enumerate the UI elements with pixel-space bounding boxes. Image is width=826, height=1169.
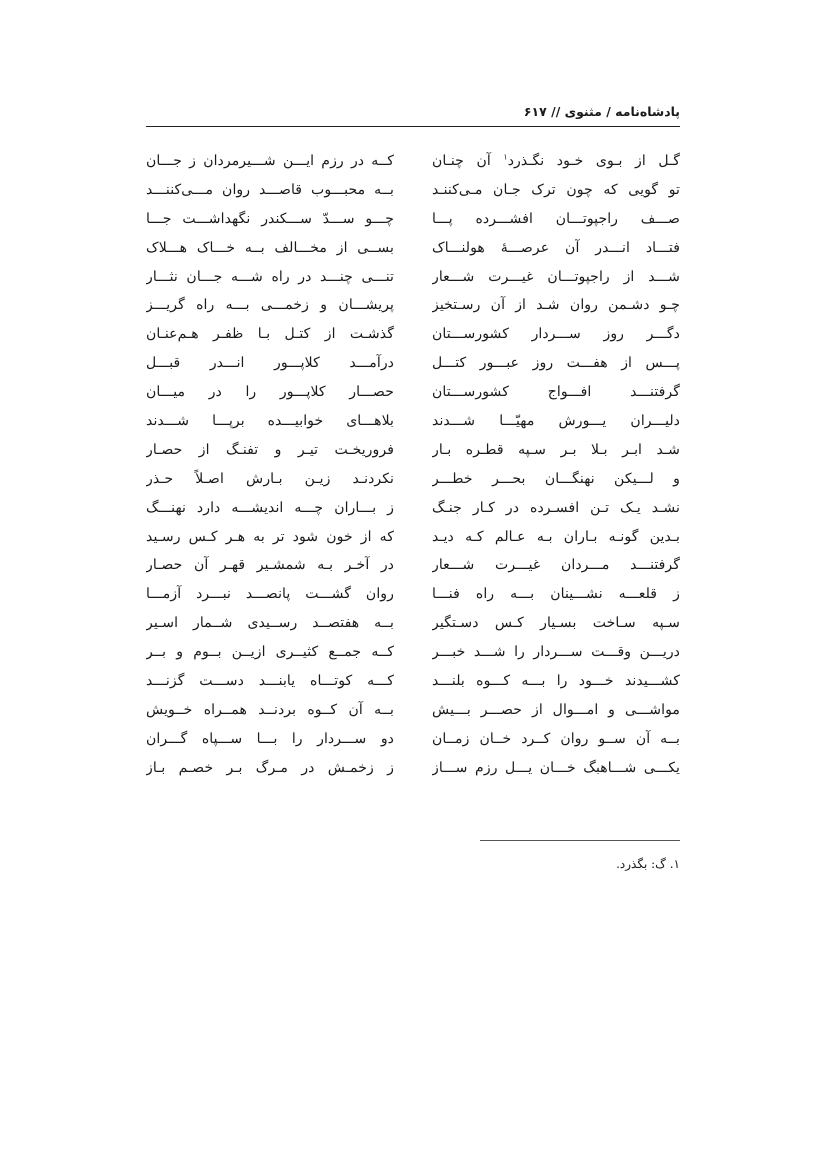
first-hemistich bbox=[432, 729, 680, 758]
couplet bbox=[146, 382, 680, 411]
hemistich-text: ز قلعـــه نشـــینان بـــه راه فنـــا bbox=[432, 586, 680, 603]
second-hemistich: بــه محبـــوب قاصـــد روان مـــی‌کننـــد bbox=[146, 181, 394, 198]
second-hemistich: ز بـــاران چـــه اندیشـــه دارد نهنـــگ bbox=[146, 499, 394, 516]
footnote-divider bbox=[480, 840, 680, 841]
couplet bbox=[146, 469, 680, 498]
first-hemistich bbox=[432, 642, 680, 671]
couplet bbox=[146, 555, 680, 584]
hemistich-text-tail: آن چنـان bbox=[432, 153, 504, 169]
second-hemistich: چـــو ســـدّ ســـکندر نگهداشـــت جـــا bbox=[146, 210, 394, 227]
first-hemistich bbox=[432, 411, 680, 440]
running-head: پادشاه‌نامه / مثنوی // ۶۱۷ bbox=[523, 104, 680, 119]
hemistich-text: دلیـــران یـــورش مهیّـــا شـــدند bbox=[432, 413, 680, 430]
first-hemistich bbox=[432, 353, 680, 382]
hemistich-text: تو گویی که چون ترک جـان مـی‌کننـد bbox=[432, 181, 680, 198]
poem-body bbox=[146, 151, 680, 787]
couplet bbox=[146, 353, 680, 382]
first-hemistich bbox=[432, 527, 680, 556]
first-hemistich bbox=[432, 584, 680, 613]
first-hemistich bbox=[432, 295, 680, 324]
second-hemistich: بلاهـــای خوابیـــده برپـــا شـــدند bbox=[146, 413, 394, 430]
couplet bbox=[146, 295, 680, 324]
hemistich-text: شـد ابـر بـلا بـر سـپه قطـره بـار bbox=[432, 441, 680, 458]
second-hemistich: بســی از مخـــالف بــه خـــاک هـــلاک bbox=[146, 239, 394, 256]
second-hemistich: بــه هفتصــد رســیدی شــمار اسـیر bbox=[146, 615, 394, 632]
couplet bbox=[146, 527, 680, 556]
hemistich-text: دگـــر روز ســـردار کشورســـتان bbox=[432, 326, 680, 343]
couplet bbox=[146, 729, 680, 758]
couplet bbox=[146, 584, 680, 613]
hemistich-text: یکـــی شـــاهبگ خـــان یـــل رزم ســـاز bbox=[432, 759, 680, 776]
hemistich-text: سـپه سـاخت بسـیار کـس دسـتگیر bbox=[432, 615, 680, 632]
second-hemistich: کـــه کوتـــاه یابنـــد دســـت گزنـــد bbox=[146, 673, 394, 690]
first-hemistich bbox=[432, 613, 680, 642]
second-hemistich: پریشـــان و زخمـــی بـــه راه گریـــز bbox=[146, 297, 394, 314]
first-hemistich bbox=[432, 180, 680, 209]
first-hemistich bbox=[432, 758, 680, 787]
couplet bbox=[146, 209, 680, 238]
first-hemistich bbox=[432, 498, 680, 527]
second-hemistich: کــه جمــع کثیــری ازیــن بــوم و بــر bbox=[146, 644, 394, 661]
hemistich-text: صـــف راجپوتـــان افشـــرده پـــا bbox=[432, 210, 680, 227]
first-hemistich bbox=[432, 440, 680, 469]
couplet bbox=[146, 411, 680, 440]
couplet bbox=[146, 324, 680, 353]
hemistich-text: بــه آن ســو روان کــرد خــان زمــان bbox=[432, 730, 680, 747]
second-hemistich: درآمـــد کلاپـــور انـــدر قبـــل bbox=[146, 355, 394, 372]
couplet bbox=[146, 671, 680, 700]
first-hemistich bbox=[432, 151, 680, 180]
hemistich-text: گرفتنـــد افـــواج کشورســـتان bbox=[432, 384, 680, 401]
first-hemistich bbox=[432, 700, 680, 729]
second-hemistich: که از خون شود تر به هـر کـس رسـید bbox=[146, 528, 394, 545]
first-hemistich bbox=[432, 209, 680, 238]
couplet bbox=[146, 613, 680, 642]
couplet bbox=[146, 700, 680, 729]
hemistich-text: دریـــن وقـــت ســـردار را شـــد خبـــر bbox=[432, 644, 680, 661]
first-hemistich bbox=[432, 555, 680, 584]
footnote-marker: ۱ bbox=[503, 152, 508, 162]
hemistich-text: گرفتنـــد مـــردان غیـــرت شـــعار bbox=[432, 557, 680, 574]
second-hemistich: نکردنـد زیـن بـارش اصـلاً حـذر bbox=[146, 470, 394, 487]
hemistich-text: بـدین گونـه بـاران بـه عـالم کـه دیـد bbox=[432, 528, 680, 545]
couplet bbox=[146, 180, 680, 209]
second-hemistich: کــه در رزم ایـــن شـــیرمردان ز جـــان bbox=[146, 153, 394, 169]
hemistich-text: چـو دشـمن روان شـد از آن رسـتخیز bbox=[432, 297, 680, 314]
second-hemistich: ز زخمـش در مـرگ بـر خصـم بـاز bbox=[146, 759, 394, 776]
second-hemistich: بــه آن کــوه بردنــد همــراه خــویش bbox=[146, 701, 394, 718]
couplet bbox=[146, 151, 680, 180]
hemistich-text: فتـــاد انـــدر آن عرصـــهٔ هولنـــاک bbox=[432, 239, 680, 256]
second-hemistich: حصـــار کلاپـــور را در میـــان bbox=[146, 384, 394, 401]
hemistich-text: پـــس از هفـــت روز عبـــور کتـــل bbox=[432, 355, 680, 372]
first-hemistich bbox=[432, 469, 680, 498]
hemistich-text: مواشـــی و امـــوال از حصـــر بـــیش bbox=[432, 701, 680, 718]
first-hemistich bbox=[432, 267, 680, 296]
couplet bbox=[146, 498, 680, 527]
couplet bbox=[146, 642, 680, 671]
first-hemistich bbox=[432, 238, 680, 267]
first-hemistich bbox=[432, 382, 680, 411]
hemistich-text: نشـد یـک تـن افسـرده در کـار جنـگ bbox=[432, 499, 680, 516]
second-hemistich: در آخـر بـه شمشـیر قهـر آن حصـار bbox=[146, 557, 394, 574]
second-hemistich: روان گشـــت پانصـــد نبـــرد آزمـــا bbox=[146, 586, 394, 603]
couplet bbox=[146, 758, 680, 787]
couplet bbox=[146, 238, 680, 267]
hemistich-text: و لـــیکن نهنگـــان بحـــر خطـــر bbox=[432, 470, 680, 487]
footnote: ۱. گ: بگذرد. bbox=[616, 857, 680, 871]
first-hemistich bbox=[432, 671, 680, 700]
second-hemistich: گذشـت از کتـل بـا ظفـر هـم‌عنـان bbox=[146, 326, 394, 343]
hemistich-text: شـــد از راجپوتـــان غیـــرت شـــعار bbox=[432, 268, 680, 285]
hemistich-text: گـل از بـوی خـود نگـذرد bbox=[507, 153, 680, 169]
second-hemistich: تنـــی چنـــد در راه شـــه جـــان نثـــار bbox=[146, 268, 394, 285]
header-divider bbox=[146, 126, 680, 127]
second-hemistich: دو ســـردار را بـــا ســـپاه گـــران bbox=[146, 730, 394, 747]
second-hemistich: فروریخـت تیـر و تفنـگ از حصـار bbox=[146, 441, 394, 458]
hemistich-text: کشـــیدند خـــود را بـــه کـــوه بلنـــد bbox=[432, 673, 680, 690]
couplet bbox=[146, 267, 680, 296]
first-hemistich bbox=[432, 324, 680, 353]
couplet bbox=[146, 440, 680, 469]
